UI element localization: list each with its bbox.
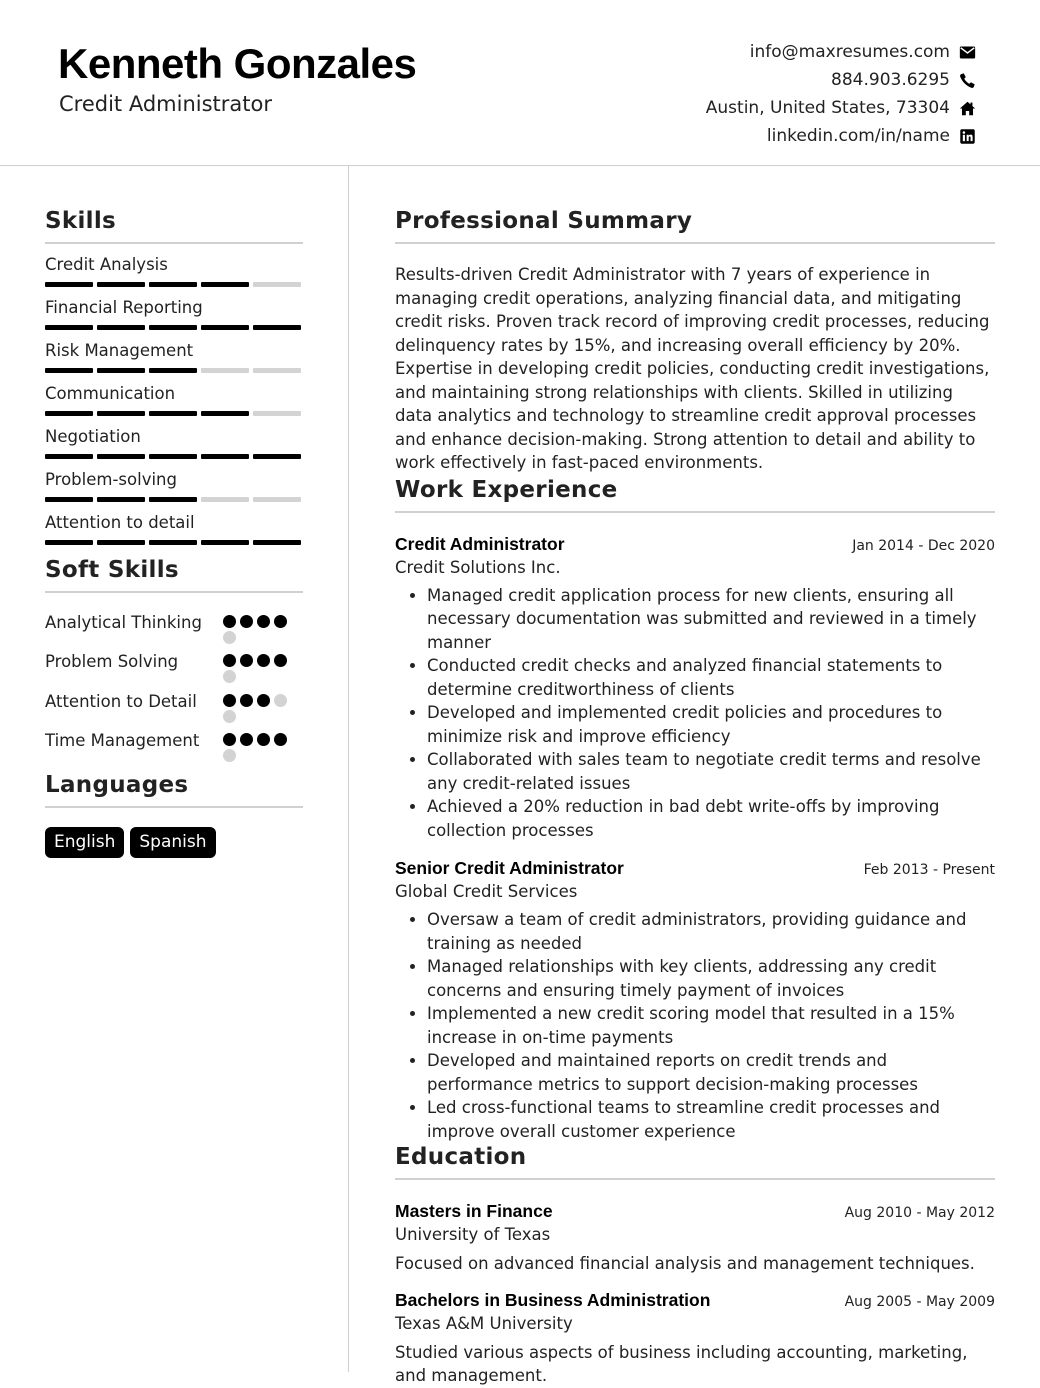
job-role: Credit Administrator (395, 533, 565, 554)
skill-level-bar (45, 325, 303, 330)
skill-level-segment (149, 325, 197, 330)
skill-level-segment (45, 411, 93, 416)
skills-list (45, 254, 303, 545)
skill-level-segment (45, 497, 93, 502)
summary-text: Results-driven Credit Administrator with 7 years of experience in managing credit operations, analyzing financial data, and mitigating credit risks. Proven track record of improving credit processes, reducing delinquency rates by 15%, and increasing overall efficiency by 20%. Expertise in developing credit policies, conducting credit investigations, and maintaining strong relationships with clients. Skilled in utilizing data analytics and technology to streamline credit approval processes and enhance decision-making. Strong attention to detail and ability to work effectively in fast-paced environments. (395, 265, 990, 472)
job-bullet: • Managed credit application process for new clients, ensuring all necessary documentation was submitted and reviewed in a timely manner (427, 584, 995, 655)
job-role: Senior Credit Administrator (395, 858, 624, 878)
skill-level-segment (149, 454, 197, 459)
education-header (395, 1201, 995, 1222)
language-tag: English (45, 827, 124, 858)
candidate-title: Credit Administrator (59, 92, 272, 116)
soft-skill-name: Analytical Thinking (45, 613, 202, 632)
skill-level-segment (201, 497, 249, 502)
soft-skills-list (45, 611, 303, 762)
skill-level-segment (45, 325, 93, 330)
skill-name: Negotiation (45, 427, 141, 446)
rating-dot (223, 694, 236, 707)
skill-level-segment (149, 368, 197, 373)
skill-name: Communication (45, 384, 176, 403)
skill-item (45, 469, 303, 502)
skills-heading: Skills (45, 208, 303, 244)
skill-level-bar (45, 497, 303, 502)
skill-level-segment (253, 454, 301, 459)
job-bullet: • Developed and maintained reports on credit trends and performance metrics to support decision-making processes (427, 1049, 995, 1096)
left-column (45, 208, 303, 858)
rating-dot (240, 733, 253, 746)
job-header (395, 534, 995, 555)
rating-dot (240, 615, 253, 628)
education-entry (395, 1290, 995, 1388)
job-bullet: • Conducted credit checks and analyzed financial statements to determine creditworthiness of clients (427, 654, 995, 701)
rating-dot (223, 733, 236, 746)
skill-name: Credit Analysis (45, 255, 168, 274)
skill-name: Risk Management (45, 341, 194, 360)
skill-level-segment (45, 368, 93, 373)
education-description: Studied various aspects of business including accounting, marketing, and management. (395, 1342, 968, 1385)
soft-skill-item (45, 729, 303, 762)
rating-dot (223, 710, 236, 723)
skill-level-bar (45, 282, 303, 287)
column-divider (348, 166, 349, 1372)
rating-dot (223, 615, 236, 628)
skill-level-segment (97, 368, 145, 373)
education-school: Texas A&M University (395, 1313, 573, 1333)
education-list (395, 1201, 995, 1388)
languages-list (45, 827, 303, 858)
skill-level-segment (45, 540, 93, 545)
education-school: University of Texas (395, 1225, 551, 1244)
rating-dot (257, 615, 270, 628)
language-tag: Spanish (130, 827, 215, 858)
skill-level-segment (149, 540, 197, 545)
soft-skill-name: Time Management (45, 731, 200, 750)
job-dates: Jan 2014 - Dec 2020 (852, 537, 995, 554)
rating-dot (223, 670, 236, 683)
education-degree: Masters in Finance (395, 1201, 553, 1221)
education-degree: Bachelors in Business Administration (395, 1289, 711, 1310)
job-company: Global Credit Services (395, 882, 578, 901)
job-entry (395, 534, 995, 843)
contact-linkedin-text: linkedin.com/in/name (766, 126, 950, 146)
skill-level-bar (45, 411, 303, 416)
skill-level-segment (45, 282, 93, 287)
rating-dot (223, 749, 236, 762)
skill-item (45, 426, 303, 459)
contact-phone[interactable] (706, 66, 976, 94)
envelope-icon (958, 43, 976, 61)
skill-level-segment (253, 497, 301, 502)
skill-level-segment (201, 540, 249, 545)
soft-skill-item (45, 690, 303, 723)
job-company: Credit Solutions Inc. (395, 557, 561, 577)
contact-linkedin[interactable] (706, 122, 976, 150)
education-entry (395, 1201, 995, 1276)
job-bullets (395, 908, 995, 1143)
skill-level-segment (45, 454, 93, 459)
skill-level-segment (201, 454, 249, 459)
skill-level-segment (149, 282, 197, 287)
contact-email-text: info@maxresumes.com (749, 42, 950, 62)
skill-level-segment (97, 540, 145, 545)
skill-item (45, 297, 303, 330)
rating-dot (223, 631, 236, 644)
skill-level-segment (253, 411, 301, 416)
skill-item (45, 512, 303, 545)
skill-level-segment (253, 368, 301, 373)
job-bullet: • Oversaw a team of credit administrators, providing guidance and training as needed (427, 908, 995, 955)
contact-list (706, 38, 976, 150)
skill-level-segment (253, 540, 301, 545)
soft-skill-rating (223, 729, 303, 762)
soft-skill-rating (223, 690, 303, 723)
skill-level-segment (149, 497, 197, 502)
rating-dot (274, 694, 287, 707)
skill-level-segment (253, 282, 301, 287)
job-entry (395, 858, 995, 1143)
education-dates: Aug 2005 - May 2009 (844, 1293, 995, 1310)
rating-dot (274, 615, 287, 628)
soft-skill-name: Problem Solving (45, 652, 179, 671)
skill-level-segment (201, 282, 249, 287)
skill-level-segment (201, 325, 249, 330)
education-heading: Education (395, 1144, 995, 1180)
soft-skill-rating (223, 650, 303, 683)
skill-level-segment (201, 411, 249, 416)
education-header (395, 1290, 995, 1311)
skill-name: Problem-solving (45, 470, 177, 489)
languages-heading: Languages (45, 772, 303, 808)
contact-location-text: Austin, United States, 73304 (705, 98, 950, 118)
contact-email[interactable] (706, 38, 976, 66)
education-description: Focused on advanced financial analysis and management techniques. (395, 1254, 975, 1273)
soft-skills-heading: Soft Skills (45, 557, 303, 593)
skill-level-segment (97, 454, 145, 459)
job-bullets (395, 584, 995, 843)
experience-heading: Work Experience (395, 477, 995, 513)
resume-header (0, 0, 1040, 166)
skill-level-segment (97, 325, 145, 330)
rating-dot (240, 654, 253, 667)
job-bullet: • Developed and implemented credit policies and procedures to minimize risk and improve efficiency (427, 701, 995, 748)
education-dates: Aug 2010 - May 2012 (844, 1205, 995, 1221)
soft-skill-rating (223, 611, 303, 644)
right-column (395, 208, 995, 1388)
home-icon (958, 99, 976, 117)
rating-dot (257, 733, 270, 746)
skill-name: Financial Reporting (45, 298, 203, 317)
skill-item (45, 383, 303, 416)
skill-level-segment (201, 368, 249, 373)
skill-level-segment (97, 282, 145, 287)
skill-item (45, 340, 303, 373)
contact-location (706, 94, 976, 122)
skill-item (45, 254, 303, 287)
contact-phone-text: 884.903.6295 (831, 70, 950, 90)
soft-skill-item (45, 611, 303, 644)
candidate-name: Kenneth Gonzales (58, 40, 417, 87)
job-bullet: • Led cross-functional teams to streamline credit processes and improve overall customer experience (427, 1096, 995, 1143)
job-header (395, 858, 995, 879)
skill-level-segment (97, 497, 145, 502)
skill-level-segment (97, 411, 145, 416)
rating-dot (240, 694, 253, 707)
linkedin-icon (958, 127, 976, 145)
rating-dot (223, 654, 236, 667)
skill-level-segment (253, 325, 301, 330)
summary-heading: Professional Summary (395, 208, 995, 244)
soft-skill-item (45, 650, 303, 683)
skill-level-bar (45, 540, 303, 545)
skill-level-bar (45, 368, 303, 373)
skill-name: Attention to detail (45, 513, 195, 532)
rating-dot (257, 694, 270, 707)
jobs-list (395, 534, 995, 1144)
soft-skill-name: Attention to Detail (45, 692, 197, 711)
job-bullet: • Achieved a 20% reduction in bad debt write-offs by improving collection processes (427, 795, 995, 842)
rating-dot (274, 733, 287, 746)
job-dates: Feb 2013 - Present (863, 862, 995, 878)
rating-dot (274, 654, 287, 667)
skill-level-segment (149, 411, 197, 416)
phone-icon (958, 71, 976, 89)
rating-dot (257, 654, 270, 667)
skill-level-bar (45, 454, 303, 459)
job-bullet: • Implemented a new credit scoring model that resulted in a 15% increase in on-time payments (427, 1002, 995, 1049)
job-bullet: • Collaborated with sales team to negotiate credit terms and resolve any credit-related issues (427, 748, 995, 795)
job-bullet: • Managed relationships with key clients, addressing any credit concerns and ensuring timely payment of invoices (427, 955, 995, 1002)
